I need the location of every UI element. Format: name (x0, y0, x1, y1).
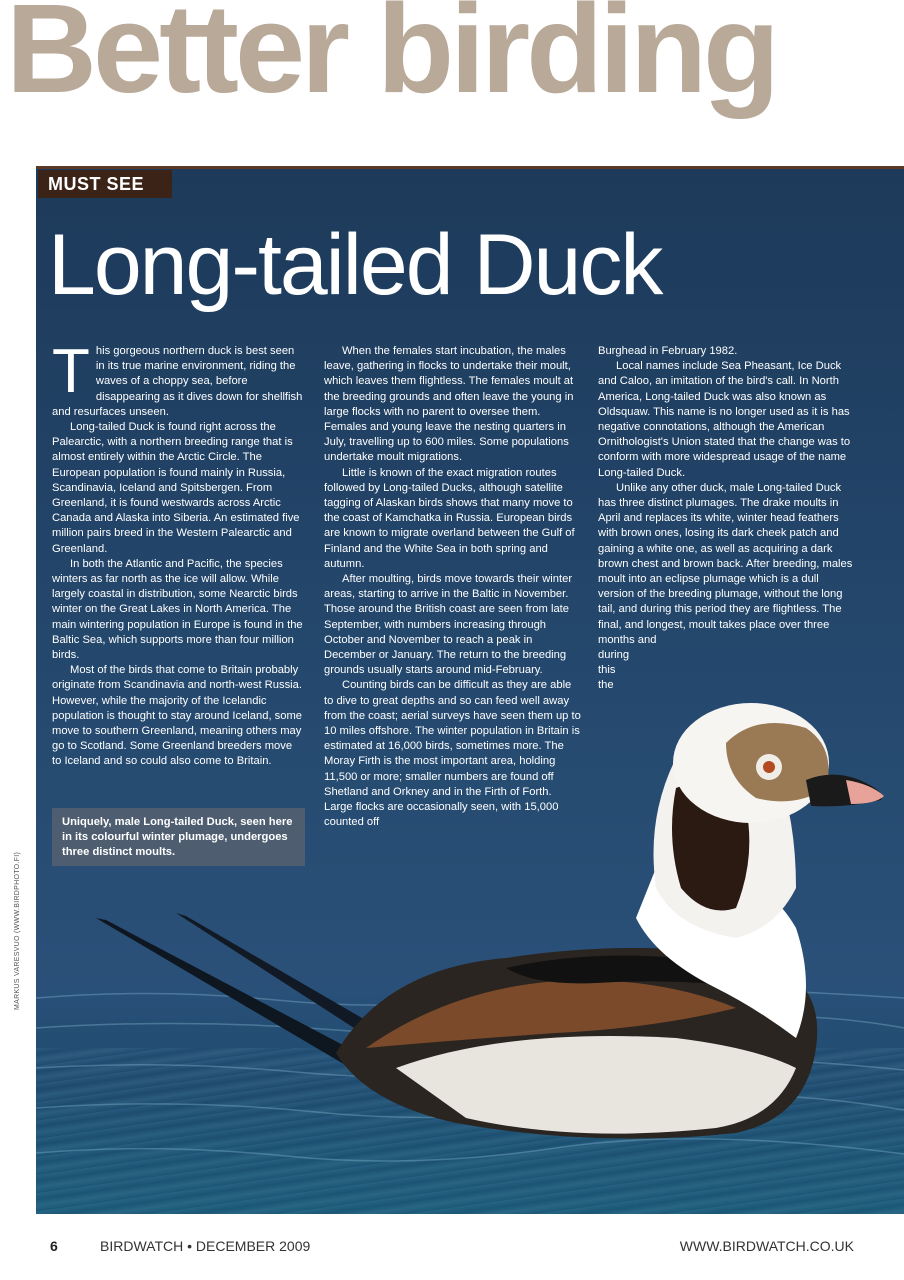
section-tag: MUST SEE (38, 170, 172, 198)
paragraph: Burghead in February 1982. (598, 345, 738, 357)
paragraph: Local names include Sea Pheasant, Ice Duck and Caloo, an imitation of the bird's call. In North America, Long-tailed Duck was also known as Oldsquaw. This name is no longer used as it is has negative connotations, although the American Ornithologist's Union stated that the change was to conform with more widespread usage of the name Long-tailed Duck. (598, 360, 851, 479)
paragraph: Little is known of the exact migration routes followed by Long-tailed Ducks, although satellite tagging of Alaskan birds shows that many move to the coast of Kamchatka in Russia. European birds are known to migrate overland between the Gulf of Finland and the White Sea in both spring and autumn. (324, 466, 575, 570)
photo-caption: Uniquely, male Long-tailed Duck, seen here in its colourful winter plumage, undergoes three distinct moults. (52, 808, 305, 866)
magazine-issue: BIRDWATCH • DECEMBER 2009 (100, 1238, 311, 1254)
paragraph: This gorgeous northern duck is best seen in its true marine environment, riding the waves of a choppy sea, before disappearing as it dives down for shellfish and resurfaces unseen. (52, 337, 303, 418)
panel-top-rule (36, 166, 904, 169)
paragraph: the (598, 679, 614, 692)
page-number: 6 (50, 1238, 58, 1254)
article-column-3 (598, 344, 856, 694)
website-url: WWW.BIRDWATCH.CO.UK (679, 1238, 854, 1254)
paragraph: Counting birds can be difficult as they are able to dive to great depths and so can feed well away from the coast; aerial surveys have seen them up to 10 miles offshore. The winter population in Britain is estimated at 16,000 birds, sometimes more. The Moray Firth is the most important area, holding 11,500 or more; smaller numbers are found off Shetland and Orkney and in the Firth of Forth. Large flocks are occasionally seen, with 15,000 counted off (324, 679, 581, 829)
article-column-2 (324, 344, 582, 831)
paragraph: Most of the birds that come to Britain probably originate from Scandinavia and north-west Russia. However, while the majority of the Icelandic population is thought to stay around Iceland, some move to southern Greenland, meaning others may go to Scotland. Some Greenland breeders move to Iceland and so could also come to Britain. (52, 664, 303, 768)
paragraph: After moulting, birds move towards their winter areas, starting to arrive in the Baltic in November. Those around the British coast are seen from late September, with numbers increasing through October and November to reach a peak in December or January. The return to the breeding grounds usually starts around mid-February. (324, 573, 573, 677)
article-title: Long-tailed Duck (48, 217, 662, 313)
masthead-title: Better birding (6, 0, 777, 119)
paragraph: Unlike any other duck, male Long-tailed Duck has three distinct plumages. The drake moults in April and replaces its white, winter head feathers with brown ones, losing its dark cheek patch and gaining a white one, as well as acquiring a dark brown chest and brown back. After breeding, males moult into an eclipse plumage which is a dull version of the breeding plumage, without the long tail, and during this period they are flightless. The final, and longest, moult takes place over three months and (598, 481, 853, 646)
drop-cap: T (52, 337, 90, 406)
paragraph: When the females start incubation, the males leave, gathering in flocks to undertake their moult, which leaves them flightless. The females moult at the breeding grounds and often leave the young in large flocks with no parent to oversee them. Females and young leave the nesting quarters in July, travelling up to 600 miles. Some populations undertake moult migrations. (324, 345, 574, 464)
paragraph: during (598, 649, 630, 662)
photo-credit: MARKUS VARESVUO (WWW.BIRDPHOTO.FI) (14, 851, 21, 1010)
paragraph: this (598, 664, 616, 677)
paragraph: In both the Atlantic and Pacific, the species winters as far north as the ice will allow. While largely coastal in distribution, some Nearctic birds winter on the Great Lakes in North America. The main wintering population in Europe is found in the Baltic Sea, which supports more than four million birds. (52, 557, 303, 662)
paragraph: Long-tailed Duck is found right across the Palearctic, with a northern breeding range that is almost entirely within the Arctic Circle. The European population is found mainly in Russia, Scandinavia, Iceland and Spitsbergen. From Greenland, it is found westwards across Arctic Canada and Alaska into Siberia. An estimated five million pairs breed in the Western Palearctic and Greenland. (52, 421, 300, 555)
duck-pupil (763, 761, 775, 773)
article-column-1 (52, 337, 304, 770)
